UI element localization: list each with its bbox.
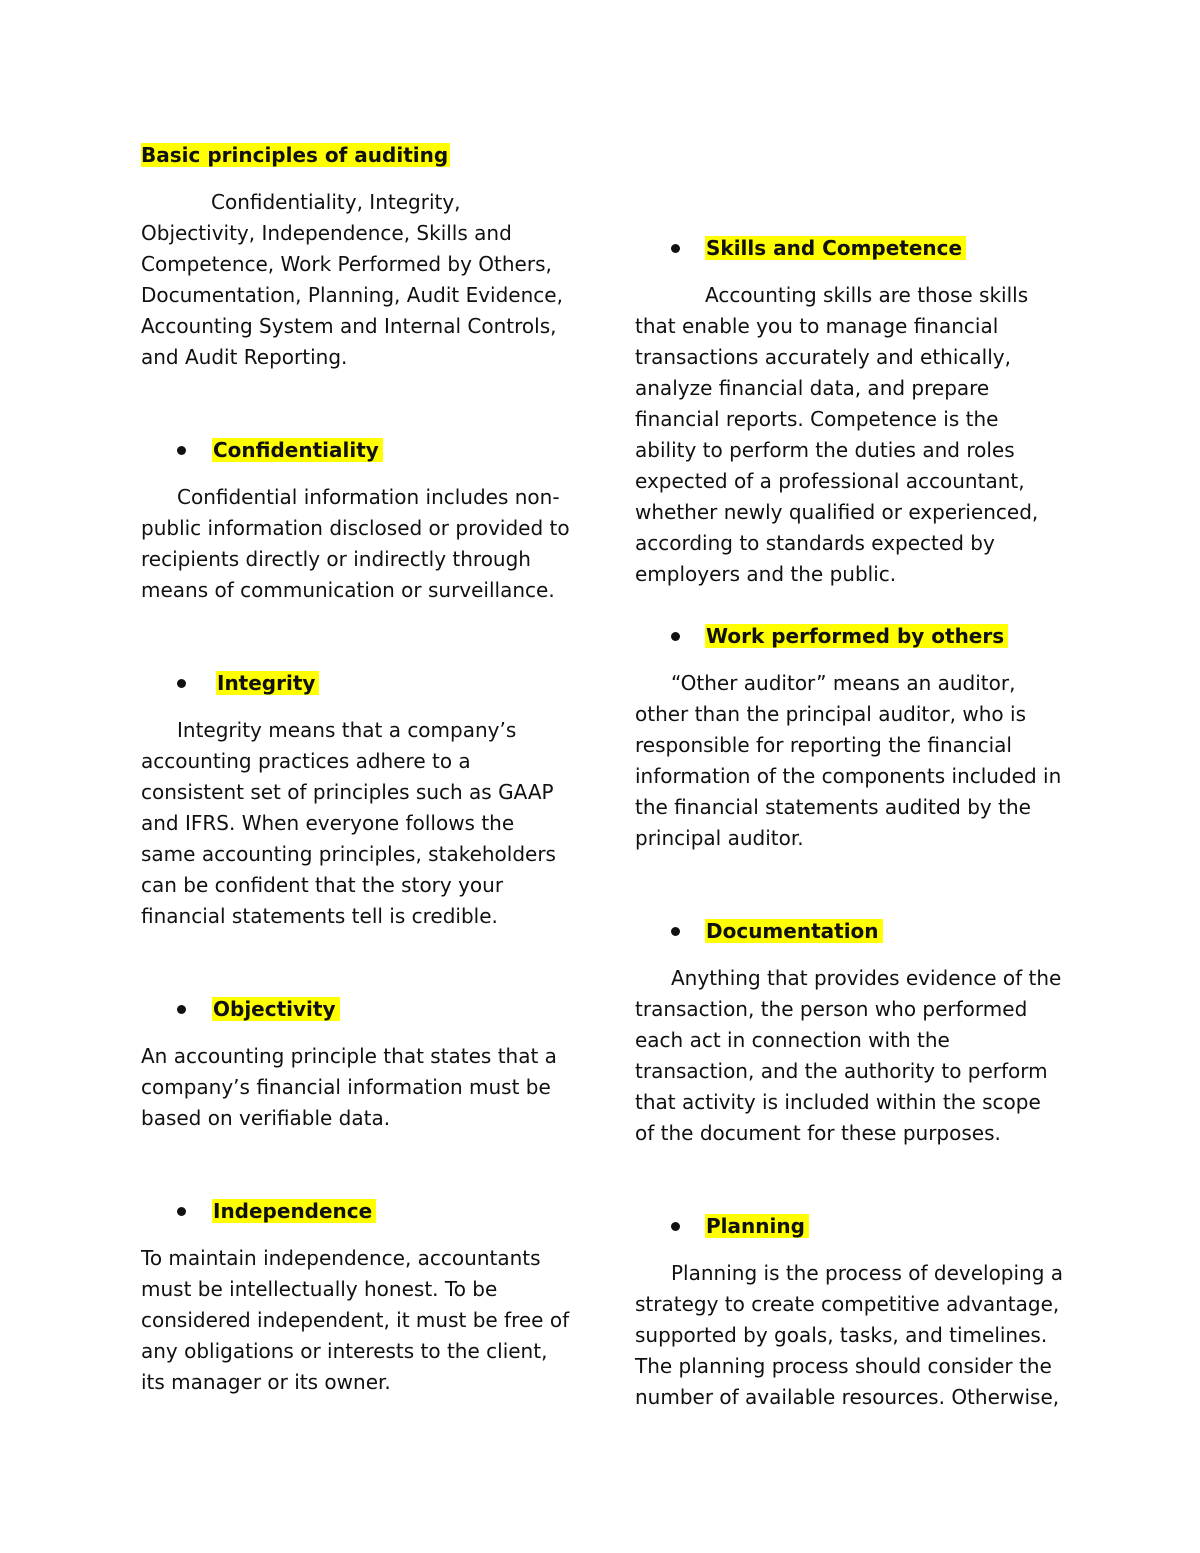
- section-documentation-body: Anything that provides evidence of the transaction, the person who performed each act in connection with the transaction, and the authority to perform that activity is included within the scope of the document for these purposes.: [635, 966, 1062, 1145]
- bullet-icon: [177, 1005, 186, 1014]
- intro-paragraph: Confidentiality, Integrity, Objectivity, Independence, Skills and Competence, Work Performed by Others, Documentation, Planning, Audit Evidence, Accounting System and Internal Controls, and Audit Reporting.: [141, 190, 563, 369]
- bullet-icon: [177, 679, 186, 688]
- bullet-icon: [177, 446, 186, 455]
- section-objectivity-body: An accounting principle that states that a company’s financial information must be based on verifiable data.: [141, 1044, 557, 1130]
- section-skills-body: Accounting skills are those skills that enable you to manage financial transactions accurately and ethically, analyze financial data, and prepare financial reports. Competence is the ability to perform the duties and roles expected of a professional accountant, whether newly qualified or experienced, according to standards expected by employers and the public.: [635, 283, 1039, 586]
- bullet-icon: [177, 1207, 186, 1216]
- bullet-icon: [671, 1222, 680, 1231]
- section-integrity-body: Integrity means that a company’s accounting practices adhere to a consistent set of principles such as GAAP and IFRS. When everyone follows the same accounting principles, stakeholders can be confident that the story your financial statements tell is credible.: [141, 718, 556, 928]
- bullet-icon: [671, 244, 680, 253]
- section-confidentiality-body: Confidential information includes non-public information disclosed or provided to recipients directly or indirectly through means of communication or surveillance.: [141, 485, 570, 602]
- bullet-icon: [671, 632, 680, 641]
- bullet-icon: [671, 927, 680, 936]
- document-title: [141, 140, 571, 171]
- section-independence-body: To maintain independence, accountants must be intellectually honest. To be considered independent, it must be free of any obligations or interests to the client, its manager or its owner.: [141, 1246, 570, 1394]
- document-title-text: Basic principles of auditing: [141, 143, 449, 167]
- section-planning-body: Planning is the process of developing a strategy to create competitive advantage, supported by goals, tasks, and timelines. The planning process should consider the number of available resources. Otherwise,: [635, 1261, 1064, 1409]
- section-work-by-others-body: “Other auditor” means an auditor, other than the principal auditor, who is responsible for reporting the financial information of the components included in the financial statements audited by the principal auditor.: [635, 671, 1062, 850]
